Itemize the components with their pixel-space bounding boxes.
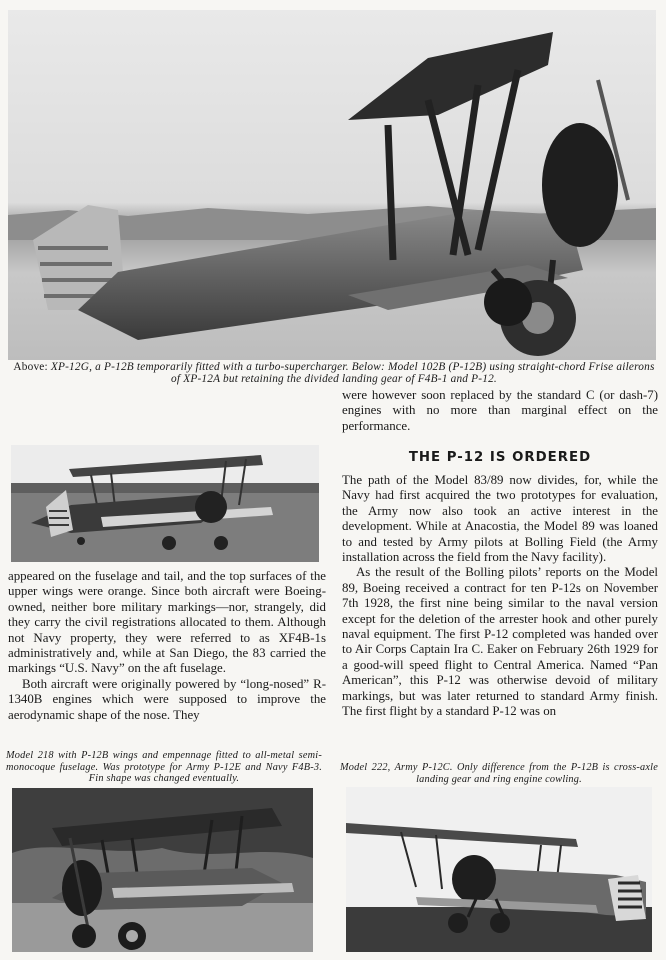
photo-model-222 bbox=[346, 787, 652, 952]
caption-bottom-left: Model 218 with P-12B wings and empennage fitted to all-metal semi-monocoque fuselage. Was prototype for Army P-12E and Navy F4B-3. Fin shape was changed eventually. bbox=[6, 750, 322, 784]
caption-top-text: XP-12G, a P-12B temporarily fitted with a turbo-supercharger. Below: Model 102B (P-12B) using straight-chord Frise ailerons of XP-12A but retaining the divided landing gear of F4B-1 and P-12. bbox=[50, 361, 655, 385]
body-right-column-top bbox=[342, 388, 658, 434]
body-paragraph: were however soon replaced by the standard C (or dash-7) engines with no more than marginal effect on the performance. bbox=[342, 388, 658, 433]
caption-bottom-right: Model 222, Army P-12C. Only difference from the P-12B is cross-axle landing gear and ring engine cowling. bbox=[340, 762, 658, 785]
body-right-column bbox=[342, 473, 658, 720]
body-paragraph: As the result of the Bolling pilots’ reports on the Model 89, Boeing received a contract for ten P-12s on November 7th 1928, the first nine being similar to the naval version except for the deletion of the arrester hook and other purely naval equipment. The first P-12 completed was handed over to Air Corps Captain Ira C. Eaker on February 26th 1929 for a good-will speed flight to Central America. Named “Pan American”, this P-12 was otherwise devoid of military markings, but was later returned to standard Army finish. The first flight by a standard P-12 was on bbox=[342, 565, 658, 719]
photo-model-102b bbox=[11, 445, 319, 562]
body-paragraph: Both aircraft were originally powered by “long-nosed” R-1340B engines which were supposed to improve the aerodynamic shape of the nose. They bbox=[8, 676, 326, 722]
section-heading: THE P-12 IS ORDERED bbox=[408, 450, 592, 465]
body-paragraph: The path of the Model 83/89 now divides, for, while the Navy had first acquired the two prototypes for evaluation, the Army now also took an active interest in the development. While at Anacostia, the Model 89 was loaned to and tested by Army pilots at Bolling Field (the Army installation across the field from the Navy facility). bbox=[342, 473, 658, 565]
body-paragraph: appeared on the fuselage and tail, and the top surfaces of the upper wings were orange. Since both aircraft were Boeing-owned, neither bore military markings—nor, strangely, did they carry the civil registrations allocated to them. Although not Navy property, they were referred to as XF4B-1s administratively and, while at San Diego, the 83 carried the markings “U.S. Navy” on the aft fuselage. bbox=[8, 569, 326, 676]
body-left-column bbox=[8, 569, 326, 723]
photo-xp-12g bbox=[8, 10, 656, 360]
caption-top bbox=[8, 361, 660, 385]
photo-model-218 bbox=[12, 788, 313, 952]
caption-top-lead: Above: bbox=[13, 361, 48, 373]
